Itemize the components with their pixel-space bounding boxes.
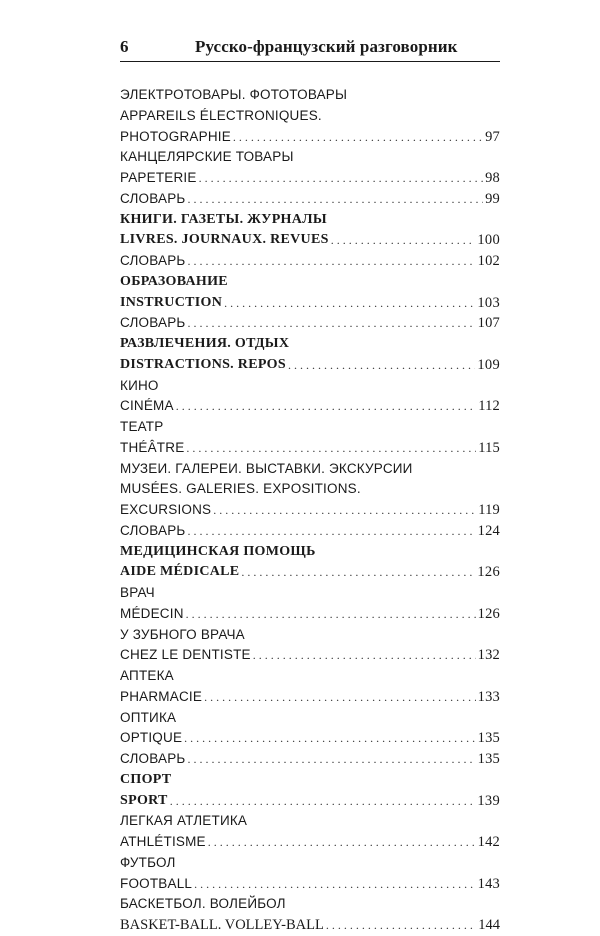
toc-entry-text: MUSÉES. GALERIES. EXPOSITIONS.	[120, 481, 361, 497]
toc-entry-text: OPTIQUE	[120, 730, 183, 746]
toc-page-number: 102	[477, 253, 500, 269]
toc-entry	[120, 396, 500, 417]
toc-entry	[120, 230, 500, 251]
toc-heading	[120, 272, 500, 293]
toc-heading	[120, 666, 500, 687]
toc-entry-text: СЛОВАРЬ	[120, 253, 186, 268]
toc-entry-text: BASKET-BALL. VOLLEY-BALL	[120, 917, 324, 933]
toc-entry-text: PHOTOGRAPHIE	[120, 128, 231, 144]
dot-leader	[186, 438, 476, 459]
toc-entry-text: АПТЕКА	[120, 668, 174, 683]
dot-leader	[188, 251, 476, 272]
toc-entry-text: СПОРТ	[120, 771, 172, 787]
toc-entry-text: EXCURSIONS	[120, 502, 212, 517]
dot-leader	[186, 604, 476, 625]
dot-leader	[188, 749, 476, 770]
running-header	[120, 35, 500, 62]
toc-heading	[120, 459, 500, 480]
toc-heading	[120, 542, 500, 563]
toc-entry-text: МЕДИЦИНСКАЯ ПОМОЩЬ	[120, 543, 316, 559]
toc-heading	[120, 147, 500, 168]
dot-leader	[331, 230, 476, 251]
toc-entry-text: ТЕАТР	[120, 419, 164, 434]
toc-entry-text: LIVRES. JOURNAUX. REVUES	[120, 232, 329, 248]
toc-entry-text: CINÉMA	[120, 398, 174, 414]
dot-leader	[213, 500, 476, 521]
toc-entry	[120, 562, 500, 583]
toc-page-number: 97	[485, 128, 500, 145]
toc-entry-text: БАСКЕТБОЛ. ВОЛЕЙБОЛ	[120, 896, 286, 912]
toc-entry	[120, 874, 500, 895]
dot-leader	[233, 127, 483, 148]
toc-heading	[120, 708, 500, 729]
dot-leader	[199, 168, 484, 189]
toc-entry-text: ЛЕГКАЯ АТЛЕТИКА	[120, 813, 248, 829]
toc-heading	[120, 853, 500, 874]
toc-entry	[120, 355, 500, 376]
toc-heading	[120, 106, 500, 127]
toc-page-number: 132	[477, 647, 500, 664]
toc-entry-text: CHEZ LE DENTISTE	[120, 647, 251, 663]
toc-entry	[120, 438, 500, 459]
toc-entry-text: СЛОВАРЬ	[120, 190, 186, 206]
toc-page-number: 126	[477, 605, 500, 622]
toc-entry	[120, 604, 500, 625]
toc-page-number: 142	[477, 834, 500, 850]
dot-leader	[188, 189, 484, 210]
toc-entry	[120, 313, 500, 334]
toc-entry-text: FOOTBALL	[120, 875, 193, 891]
toc-entry-text: У ЗУБНОГО ВРАЧА	[120, 626, 245, 642]
toc-heading	[120, 583, 500, 604]
toc-page-number: 119	[478, 502, 500, 518]
toc-heading	[120, 770, 500, 791]
toc-entry	[120, 251, 500, 272]
toc-entry-text: MÉDECIN	[120, 605, 184, 621]
toc-page-number: 135	[477, 730, 500, 747]
toc-page-number: 98	[485, 170, 500, 186]
dot-leader	[188, 521, 476, 542]
toc-entry-text: PHARMACIE	[120, 688, 203, 704]
dot-leader	[224, 293, 475, 314]
toc-entry	[120, 728, 500, 749]
toc-entry	[120, 127, 500, 148]
toc-heading	[120, 625, 500, 646]
toc-entry-text: ФУТБОЛ	[120, 854, 176, 870]
toc-heading	[120, 894, 500, 915]
dot-leader	[184, 728, 475, 749]
toc-entry	[120, 915, 500, 936]
toc-page-number: 126	[477, 564, 500, 581]
toc-page-number: 139	[477, 792, 500, 809]
toc-entry-text: МУЗЕИ. ГАЛЕРЕИ. ВЫСТАВКИ. ЭКСКУРСИИ	[120, 460, 413, 476]
toc-page-number: 112	[478, 398, 500, 415]
toc-entry	[120, 168, 500, 189]
dot-leader	[208, 832, 476, 853]
toc-entry	[120, 832, 500, 853]
toc-entry-text: INSTRUCTION	[120, 294, 223, 310]
toc-entry-text: РАЗВЛЕЧЕНИЯ. ОТДЫХ	[120, 336, 290, 351]
toc-entry-text: APPAREILS ÉLECTRONIQUES.	[120, 107, 322, 123]
toc-entry-text: AIDE MÉDICALE	[120, 564, 240, 580]
toc-entry-text: КНИГИ. ГАЗЕТЫ. ЖУРНАЛЫ	[120, 211, 327, 227]
table-of-contents	[120, 85, 500, 936]
toc-page-number: 115	[478, 439, 500, 456]
dot-leader	[241, 562, 475, 583]
toc-entry	[120, 521, 500, 542]
toc-page-number: 99	[485, 190, 500, 207]
page-number: 6	[120, 37, 129, 56]
toc-page-number: 144	[478, 917, 500, 933]
toc-entry-text: КАНЦЕЛЯРСКИЕ ТОВАРЫ	[120, 149, 294, 165]
toc-entry-text: THÉÂTRE	[120, 439, 185, 455]
toc-entry	[120, 189, 500, 210]
toc-page-number: 107	[477, 315, 500, 332]
toc-entry-text: DISTRACTIONS. REPOS	[120, 356, 286, 372]
toc-page-number: 103	[477, 294, 500, 311]
dot-leader	[194, 874, 476, 895]
toc-page-number: 109	[477, 356, 500, 373]
toc-entry-text: ОБРАЗОВАНИЕ	[120, 273, 228, 289]
toc-entry-text: ATHLÉTISME	[120, 834, 206, 849]
toc-heading	[120, 85, 500, 106]
dot-leader	[170, 791, 476, 812]
toc-entry-text: ЭЛЕКТРОТОВАРЫ. ФОТОТОВАРЫ	[120, 87, 348, 102]
toc-entry	[120, 645, 500, 666]
toc-entry	[120, 791, 500, 812]
book-title: Русско-французский разговорник	[195, 37, 458, 56]
toc-entry	[120, 500, 500, 521]
dot-leader	[204, 687, 476, 708]
dot-leader	[188, 313, 476, 334]
toc-page-number: 133	[477, 688, 500, 705]
toc-page-number: 124	[477, 522, 500, 539]
toc-entry-text: СЛОВАРЬ	[120, 522, 186, 538]
toc-entry-text: СЛОВАРЬ	[120, 315, 186, 331]
toc-entry	[120, 749, 500, 770]
toc-heading	[120, 479, 500, 500]
dot-leader	[288, 355, 475, 376]
toc-entry	[120, 687, 500, 708]
toc-heading	[120, 811, 500, 832]
toc-entry-text: SPORT	[120, 792, 168, 808]
toc-page-number: 143	[477, 875, 500, 892]
toc-heading	[120, 376, 500, 397]
dot-leader	[253, 645, 476, 666]
toc-heading	[120, 210, 500, 231]
toc-entry-text: PAPETERIE	[120, 170, 197, 185]
toc-heading	[120, 334, 500, 355]
toc-entry-text: КИНО	[120, 377, 159, 393]
toc-entry	[120, 293, 500, 314]
toc-page-number: 100	[477, 232, 500, 249]
toc-entry-text: ОПТИКА	[120, 709, 177, 725]
toc-heading	[120, 417, 500, 438]
toc-entry-text: ВРАЧ	[120, 585, 155, 600]
toc-entry-text: СЛОВАРЬ	[120, 751, 186, 766]
toc-page-number: 135	[477, 751, 500, 767]
dot-leader	[176, 396, 476, 417]
dot-leader	[326, 915, 476, 936]
